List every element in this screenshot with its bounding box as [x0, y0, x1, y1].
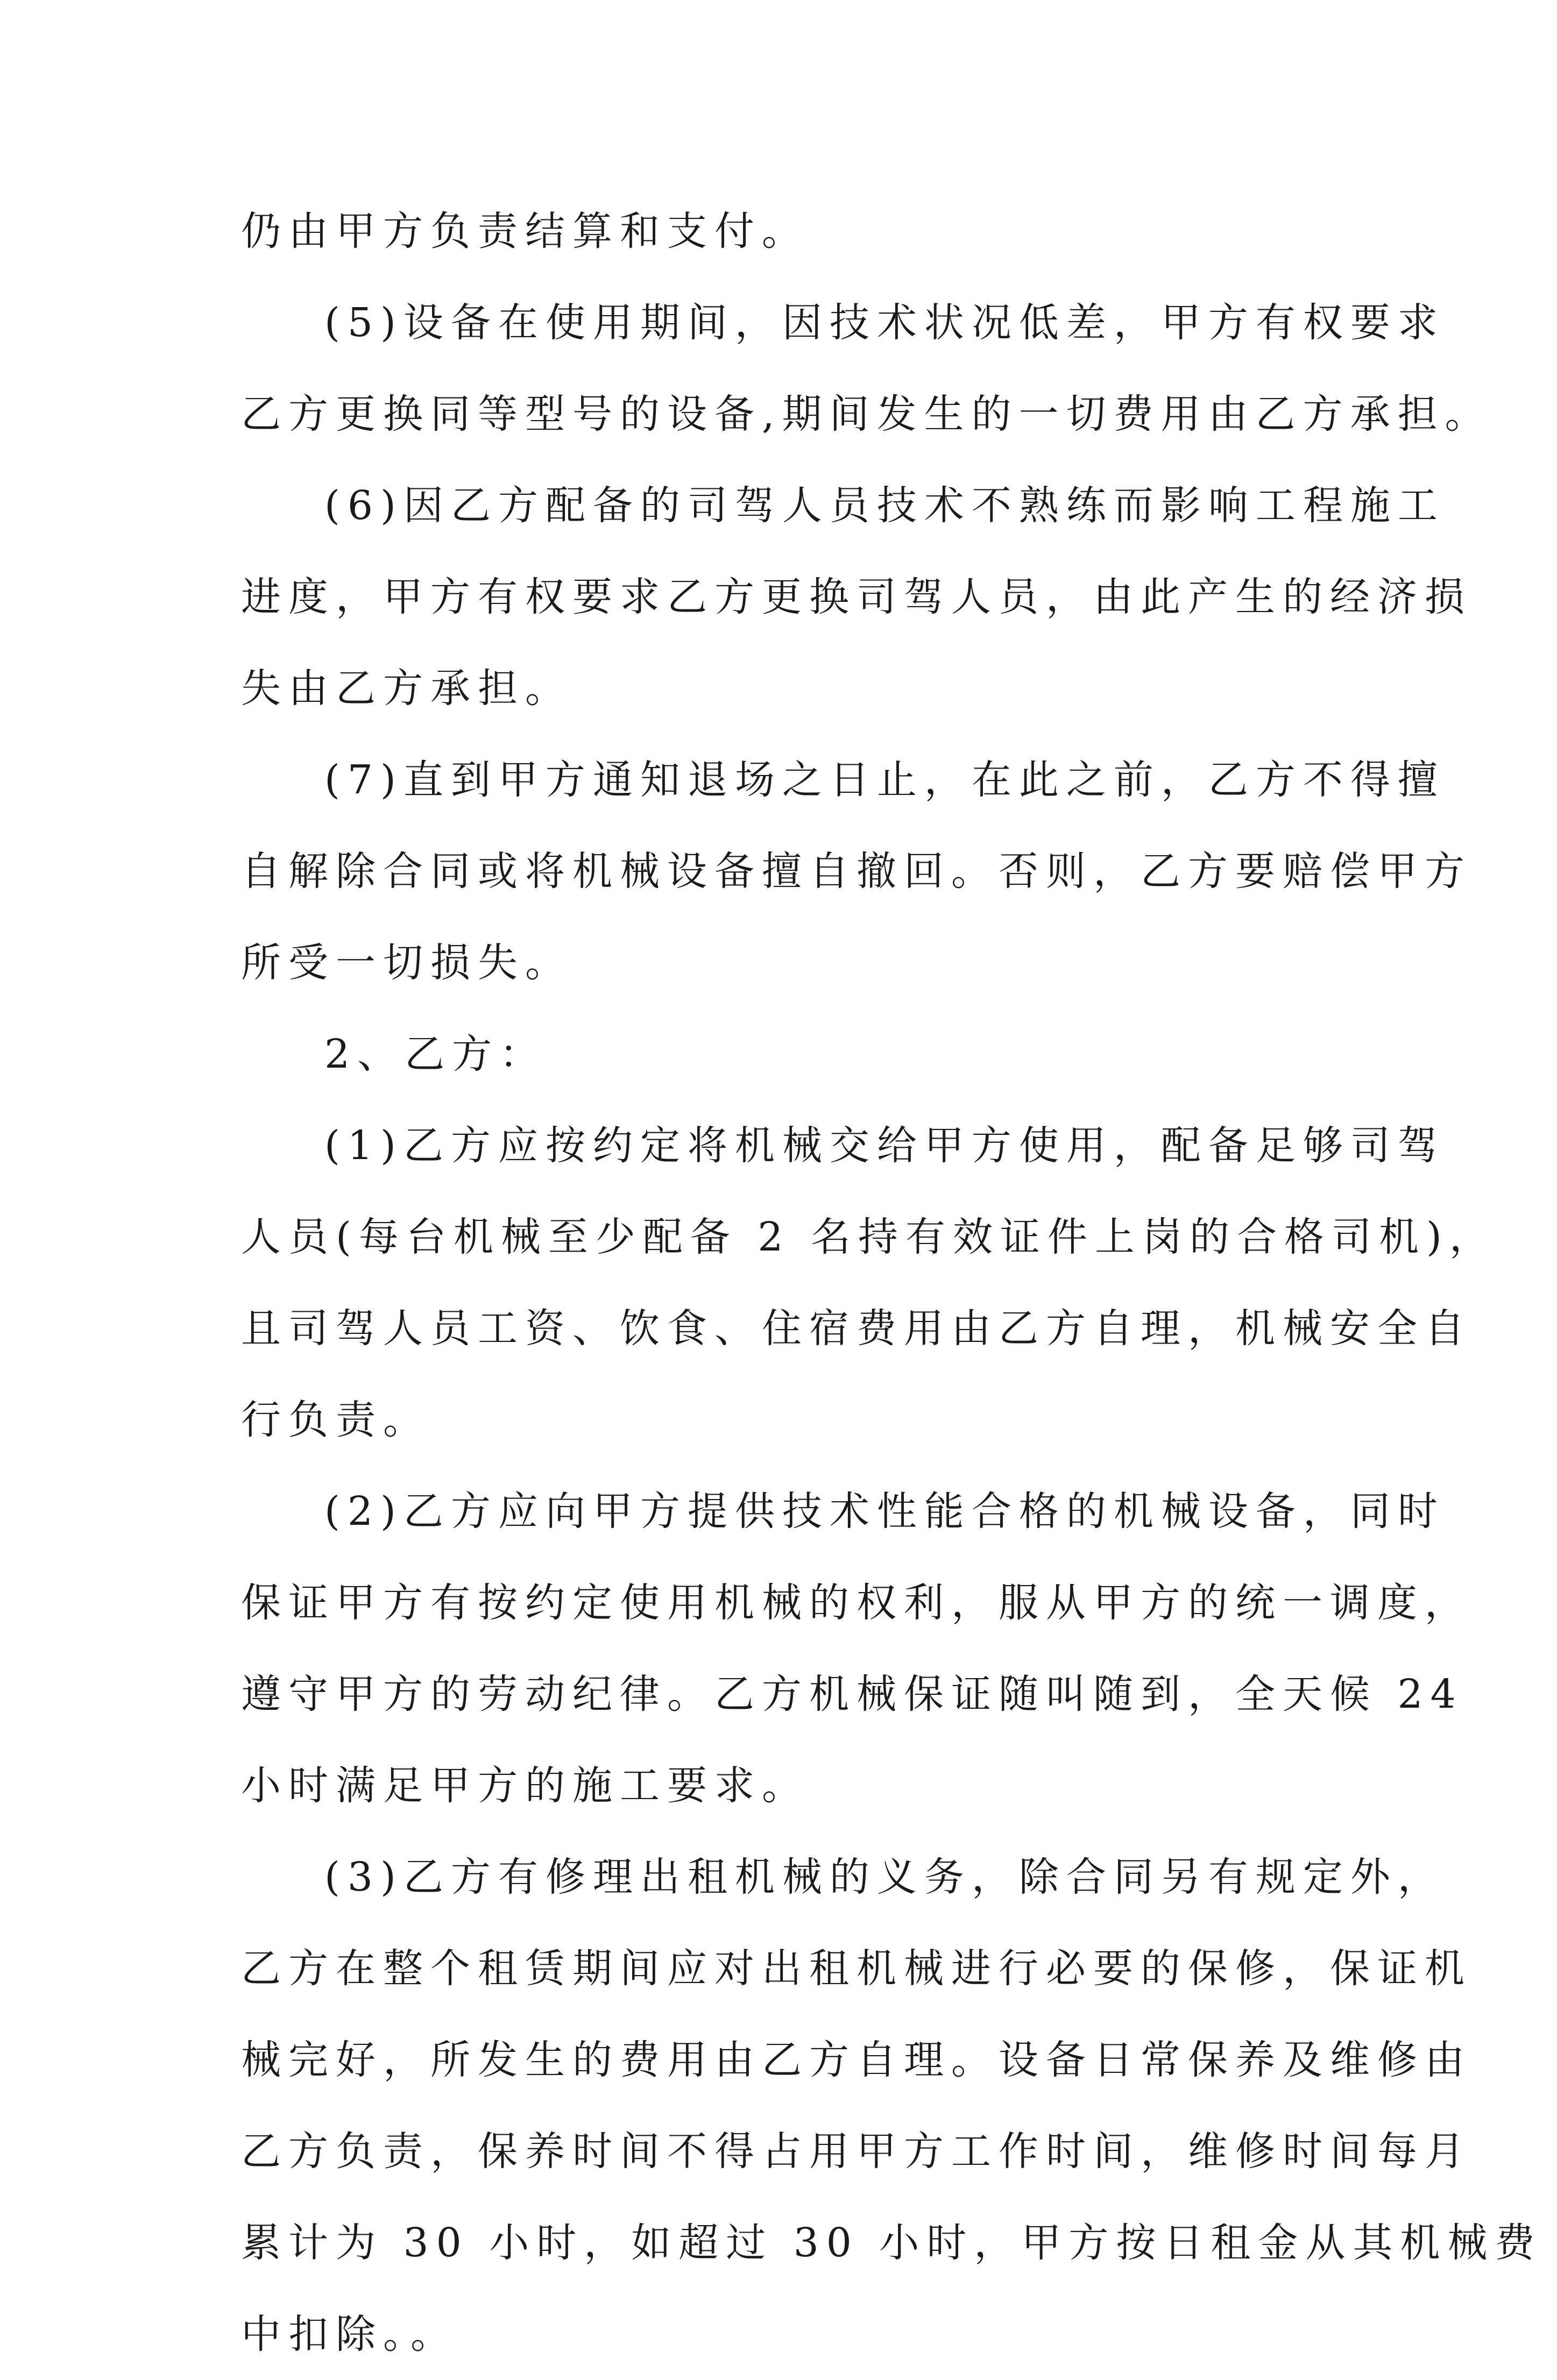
text-line: (2)乙方应向甲方提供技术性能合格的机械设备，同时	[324, 1488, 1445, 1534]
text-line: 小时满足甲方的施工要求。	[241, 1763, 809, 1809]
text-line: (7)直到甲方通知退场之日止，在此之前，乙方不得擅	[324, 757, 1445, 803]
text-line: 乙方更换同等型号的设备,期间发生的一切费用由乙方承担。	[241, 391, 1492, 437]
text-line: 乙方负责，保养时间不得占用甲方工作时间，维修时间每月	[241, 2128, 1472, 2175]
document-body	[241, 186, 1542, 2380]
text-line: 保证甲方有按约定使用机械的权利，服从甲方的统一调度，	[241, 1580, 1472, 1626]
text-line: 人员(每台机械至少配备 2 名持有效证件上岗的合格司机)，	[241, 1214, 1497, 1260]
text-line: 进度，甲方有权要求乙方更换司驾人员，由此产生的经济损	[241, 574, 1472, 620]
section-heading: 2、乙方：	[324, 1031, 547, 1077]
text-line: 行负责。	[241, 1397, 430, 1443]
text-line: 所受一切损失。	[241, 940, 572, 986]
text-line: 失由乙方承担。	[241, 665, 572, 712]
text-line: (6)因乙方配备的司驾人员技术不熟练而影响工程施工	[324, 482, 1445, 529]
text-line: 遵守甲方的劳动纪律。乙方机械保证随叫随到，全天候 24	[241, 1671, 1463, 1717]
text-line: (5)设备在使用期间，因技术状况低差，甲方有权要求	[324, 300, 1445, 346]
text-line: 自解除合同或将机械设备擅自撤回。否则，乙方要赔偿甲方	[241, 848, 1472, 894]
text-line: 累计为 30 小时，如超过 30 小时，甲方按日租金从其机械费	[241, 2220, 1542, 2266]
text-line: 械完好，所发生的费用由乙方自理。设备日常保养及维修由	[241, 2037, 1472, 2083]
text-line: 仍由甲方负责结算和支付。	[241, 208, 809, 254]
text-line: 乙方在整个租赁期间应对出租机械进行必要的保修，保证机	[241, 1945, 1472, 1992]
text-line: 且司驾人员工资、饮食、住宿费用由乙方自理，机械安全自	[241, 1305, 1472, 1352]
text-line: (3)乙方有修理出租机械的义务，除合同另有规定外，	[324, 1854, 1445, 1900]
text-line: 中扣除。。	[241, 2311, 458, 2357]
text-line: (1)乙方应按约定将机械交给甲方使用，配备足够司驾	[324, 1122, 1445, 1169]
